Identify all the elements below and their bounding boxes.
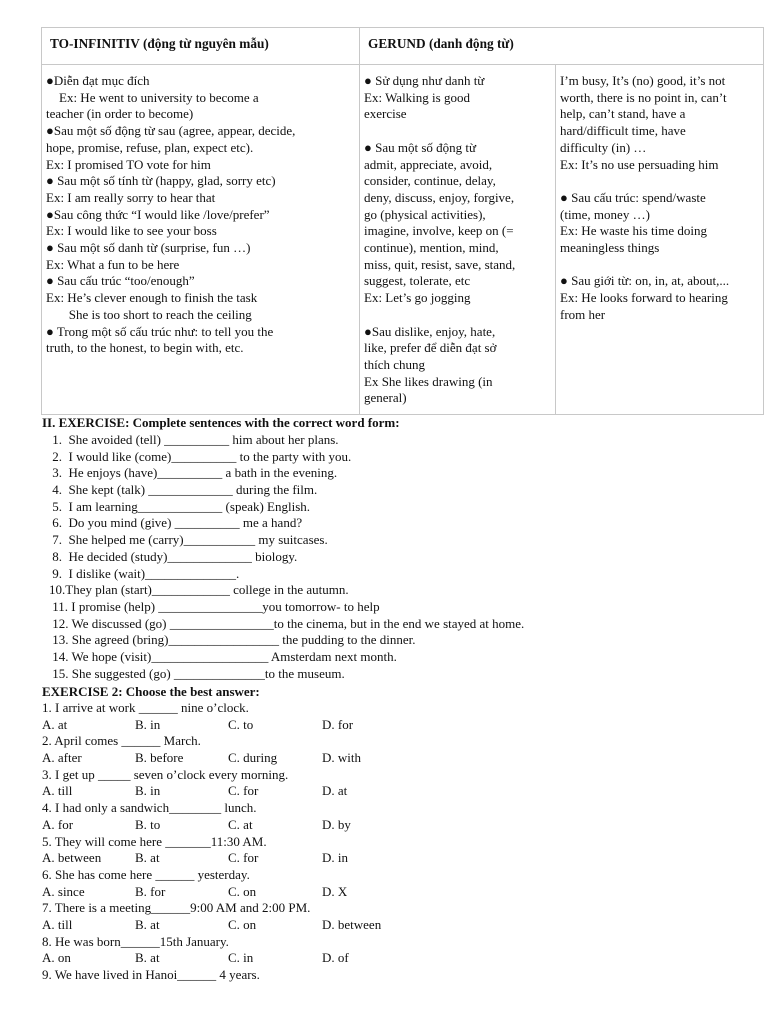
cell-line: (time, money …)	[560, 206, 650, 222]
cell-line: worth, there is no point in, can’t	[560, 89, 727, 105]
answer-option-a: A. at	[42, 716, 68, 732]
cell-line	[560, 173, 759, 190]
cell-line: deny, discuss, enjoy, forgive,	[364, 189, 515, 205]
cell-line: teacher (in order to become)	[46, 106, 194, 122]
question-text: 3. I get up _____ seven o’clock every morning.	[42, 766, 289, 782]
answer-option-b: B. in	[135, 783, 161, 799]
exercise-item: 15. She suggested (go) ______________to the museum.	[49, 665, 345, 681]
cell-line: Ex: It’s no use persuading him	[560, 156, 719, 172]
answer-option-a: A. after	[42, 750, 82, 766]
table-body-row	[42, 65, 764, 415]
cell-line: Ex: He looks forward to hearing	[560, 290, 728, 306]
header-gerund: GERUND (danh động từ)	[360, 28, 764, 65]
cell-line: help, can’t stand, have a	[560, 106, 686, 122]
answer-option-c: C. for	[228, 783, 259, 799]
cell-line: thích chung	[364, 356, 426, 372]
answer-option-c: C. on	[228, 883, 257, 899]
cell-line	[364, 123, 551, 140]
cell-line: continue), mention, mind,	[364, 240, 499, 256]
exercise-item: 6. Do you mind (give) __________ me a hand?	[49, 515, 303, 531]
cell-line: Ex: Let’s go jogging	[364, 290, 471, 306]
gerund-cell-left	[360, 65, 556, 415]
answer-option-a: A. on	[42, 950, 71, 966]
exercise-item: 14. We hope (visit)__________________ Amsterdam next month.	[49, 648, 397, 664]
question-text: 2. April comes ______ March.	[42, 733, 201, 749]
exercise-item: 8. He decided (study)_____________ biology.	[49, 548, 298, 564]
answer-option-c: C. to	[228, 716, 254, 732]
cell-line: Ex She likes drawing (in	[364, 373, 493, 389]
cell-line: Ex: He went to university to become a	[46, 89, 259, 105]
table-header-row	[42, 28, 764, 65]
header-to-infinitive: TO-INFINITIV (động từ nguyên mẫu)	[42, 28, 360, 65]
cell-line: I’m busy, It’s (no) good, it’s not	[560, 73, 726, 88]
cell-line: Ex: He waste his time doing	[560, 223, 707, 239]
exercise-item: 12. We discussed (go) ________________to the cinema, but in the end we stayed at home.	[49, 615, 525, 631]
cell-line: ● Sau cấu trúc: spend/waste	[560, 189, 706, 205]
cell-line: ●Sau công thức “I would like /love/prefer”	[46, 206, 270, 222]
cell-line: ● Sử dụng như danh từ	[364, 73, 485, 88]
cell-line: truth, to the honest, to begin with, etc.	[46, 340, 244, 356]
answer-option-b: B. for	[135, 883, 166, 899]
question-text: 4. I had only a sandwich________ lunch.	[42, 800, 257, 816]
cell-line: difficulty (in) …	[560, 139, 647, 155]
exercise-item: 5. I am learning_____________ (speak) English.	[49, 498, 311, 514]
answer-option-d: D. for	[322, 716, 354, 732]
answer-option-d: D. with	[322, 750, 361, 766]
exercise2-title: EXERCISE 2: Choose the best answer:	[42, 684, 260, 699]
exercise2-list	[42, 700, 742, 984]
answer-option-c: C. during	[228, 750, 278, 766]
cell-line: ● Trong một số cấu trúc như: to tell you the	[46, 323, 274, 339]
cell-line: ● Sau một số động từ	[364, 139, 477, 155]
exercise-item: 11. I promise (help) ________________you tomorrow- to help	[49, 598, 380, 614]
gerund-cell-right	[556, 65, 764, 415]
grammar-table	[41, 27, 764, 415]
answer-option-b: B. to	[135, 816, 161, 832]
answer-option-b: B. at	[135, 916, 160, 932]
question-text: 9. We have lived in Hanoi______ 4 years.	[42, 967, 260, 982]
answer-option-b: B. before	[135, 750, 184, 766]
question-text: 6. She has come here ______ yesterday.	[42, 866, 250, 882]
answer-options	[42, 850, 742, 867]
exercise-item: 10.They plan (start)____________ college in the autumn.	[49, 582, 349, 598]
answer-option-d: D. between	[322, 916, 382, 932]
cell-line: exercise	[364, 106, 407, 122]
cell-line: imagine, involve, keep on (=	[364, 223, 514, 239]
cell-line: ●Sau một số động từ sau (agree, appear, decide,	[46, 123, 296, 139]
cell-line	[364, 307, 551, 324]
cell-line: Ex: Walking is good	[364, 89, 470, 105]
answer-option-b: B. at	[135, 950, 160, 966]
cell-line: Ex: He’s clever enough to finish the task	[46, 290, 258, 306]
answer-option-a: A. till	[42, 916, 73, 932]
cell-line: ● Sau một số danh từ (surprise, fun …)	[46, 240, 251, 256]
cell-line: meaningless things	[560, 240, 660, 256]
answer-options	[42, 817, 742, 834]
answer-option-d: D. X	[322, 883, 348, 899]
cell-line: ●Diễn đạt mục đích	[46, 73, 150, 88]
question-text: 8. He was born______15th January.	[42, 933, 229, 949]
exercise-item: 13. She agreed (bring)_________________ the pudding to the dinner.	[49, 632, 416, 648]
question-text: 5. They will come here _______11:30 AM.	[42, 833, 267, 849]
cell-line: hope, promise, refuse, plan, expect etc).	[46, 139, 254, 155]
cell-line: She is too short to reach the ceiling	[46, 306, 252, 322]
exercise-item: 3. He enjoys (have)__________ a bath in the evening.	[49, 465, 338, 481]
answer-options	[42, 750, 742, 767]
cell-line: ●Sau dislike, enjoy, hate,	[364, 323, 496, 339]
to-infinitive-cell	[42, 65, 360, 415]
answer-option-a: A. till	[42, 783, 73, 799]
question-text: 1. I arrive at work ______ nine o’clock.	[42, 700, 249, 715]
exercise-item: 7. She helped me (carry)___________ my suitcases.	[49, 532, 328, 548]
answer-option-d: D. at	[322, 783, 348, 799]
answer-option-b: B. at	[135, 850, 160, 866]
exercise-item: 2. I would like (come)__________ to the party with you.	[49, 448, 352, 464]
cell-line: go (physical activities),	[364, 206, 486, 222]
cell-line: ● Sau cấu trúc “too/enough”	[46, 273, 195, 289]
cell-line: hard/difficult time, have	[560, 123, 686, 139]
answer-options	[42, 917, 742, 934]
answer-option-c: C. at	[228, 816, 253, 832]
answer-option-a: A. between	[42, 850, 102, 866]
answer-option-d: D. of	[322, 950, 349, 966]
answer-options	[42, 717, 742, 734]
exercise-item: 9. I dislike (wait)______________.	[49, 565, 240, 581]
answer-options	[42, 783, 742, 800]
answer-option-b: B. in	[135, 716, 161, 732]
cell-line: general)	[364, 390, 407, 406]
cell-line: Ex: I am really sorry to hear that	[46, 189, 216, 205]
cell-line: from her	[560, 306, 606, 322]
answer-option-c: C. for	[228, 850, 259, 866]
answer-options	[42, 884, 742, 901]
answer-options	[42, 950, 742, 967]
cell-line: admit, appreciate, avoid,	[364, 156, 493, 172]
answer-option-c: C. in	[228, 950, 254, 966]
cell-line	[560, 257, 759, 274]
exercise-item: 1. She avoided (tell) __________ him about her plans.	[49, 432, 339, 447]
exercise1-list	[49, 432, 749, 682]
cell-line: consider, continue, delay,	[364, 173, 496, 189]
cell-line: Ex: What a fun to be here	[46, 256, 180, 272]
cell-line: suggest, tolerate, etc	[364, 273, 471, 289]
cell-line: like, prefer để diễn đạt sở	[364, 340, 497, 356]
answer-option-d: D. by	[322, 816, 351, 832]
cell-line: Ex: I promised TO vote for him	[46, 156, 211, 172]
answer-option-a: A. for	[42, 816, 74, 832]
exercise1-title: II. EXERCISE: Complete sentences with the correct word form:	[42, 415, 400, 430]
exercise-item: 4. She kept (talk) _____________ during the film.	[49, 482, 318, 498]
cell-line: miss, quit, resist, save, stand,	[364, 256, 516, 272]
cell-line: Ex: I would like to see your boss	[46, 223, 217, 239]
question-text: 7. There is a meeting______9:00 AM and 2:00 PM.	[42, 900, 311, 916]
answer-option-d: D. in	[322, 850, 348, 866]
cell-line: ● Sau giới từ: on, in, at, about,...	[560, 273, 730, 289]
cell-line: ● Sau một số tính từ (happy, glad, sorry etc)	[46, 173, 276, 189]
answer-option-c: C. on	[228, 916, 257, 932]
answer-option-a: A. since	[42, 883, 85, 899]
